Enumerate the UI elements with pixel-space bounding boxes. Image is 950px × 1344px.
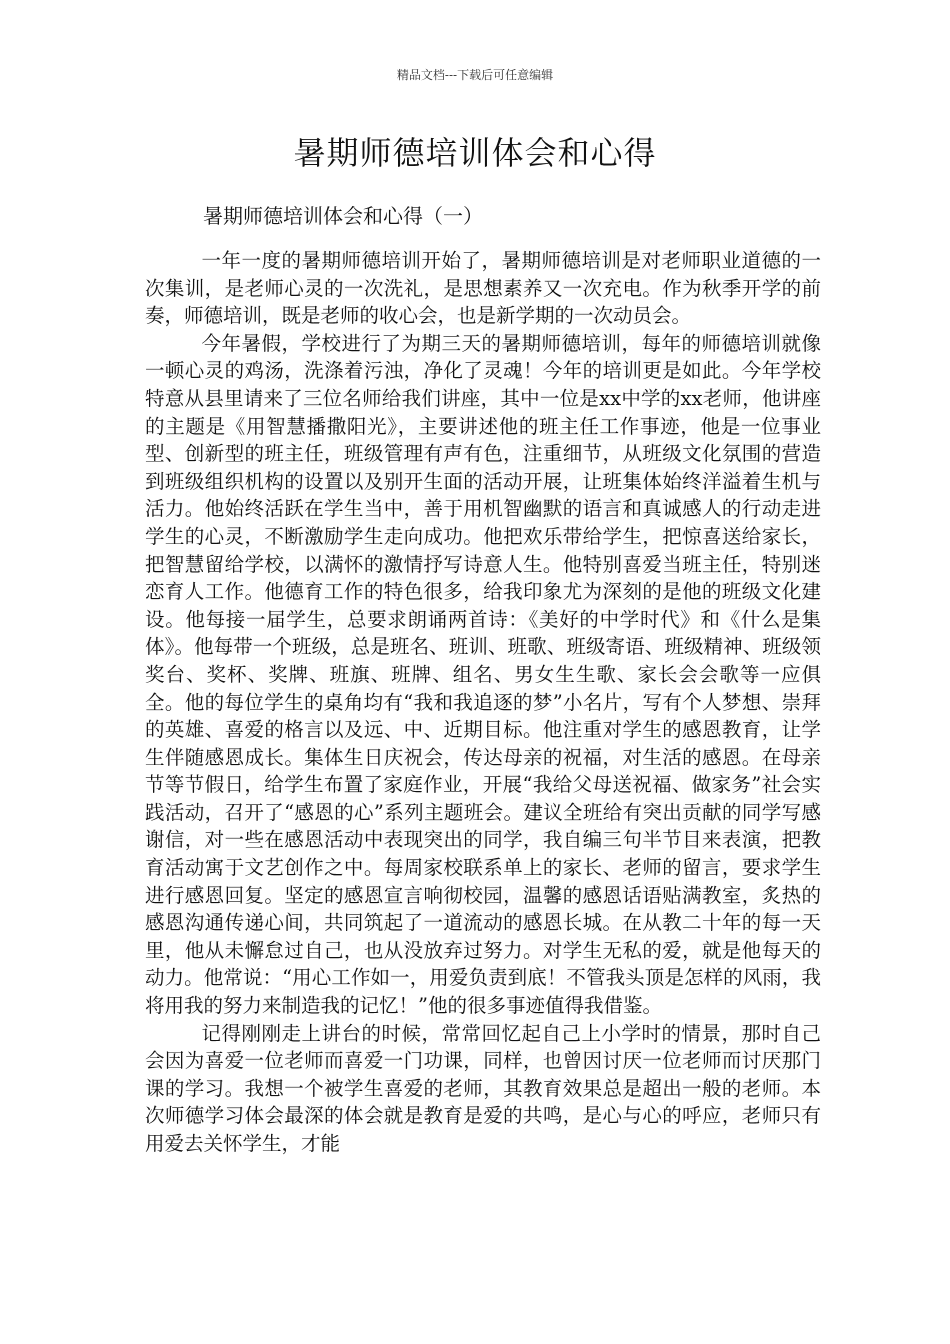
paragraph: 记得刚刚走上讲台的时候，常常回忆起自己上小学时的情景，那时自己会因为喜爱一位老师而喜爱一门功课，同样，也曾因讨厌一位老师而讨厌那门课的学习。我想一个被学生喜爱的老师，其教育效果总是超出一般的老师。本次师德学习体会最深的体会就是教育是爱的共鸣，是心与心的呼应，老师只有用爱去关怀学生，才能 bbox=[145, 1021, 821, 1155]
body-text bbox=[145, 247, 821, 1158]
document-title: 暑期师德培训体会和心得 bbox=[293, 134, 657, 172]
paragraph: 一年一度的暑期师德培训开始了，暑期师德培训是对老师职业道德的一次集训，是老师心灵的一次洗礼，是思想素养又一次充电。作为秋季开学的前奏，师德培训，既是老师的收心会，也是新学期的一次动员会。 bbox=[145, 249, 821, 328]
paragraph: 今年暑假，学校进行了为期三天的暑期师德培训，每年的师德培训就像一顿心灵的鸡汤，洗涤着污浊，净化了灵魂！今年的培训更是如此。今年学校特意从县里请来了三位名师给我们讲座，其中一位是xx中学的xx老师，他讲座的主题是《用智慧播撒阳光》，主要讲述他的班主任工作事迹，他是一位事业型、创新型的班主任，班级管理有声有色，注重细节，从班级文化氛围的营造到班级组织机构的设置以及别开生面的活动开展，让班集体始终洋溢着生机与活力。他始终活跃在学生当中，善于用机智幽默的语言和真诚感人的行动走进学生的心灵，不断激励学生走向成功。他把欢乐带给学生，把惊喜送给家长，把智慧留给学校，以满怀的激情抒写诗意人生。他特别喜爱当班主任，特别迷恋育人工作。他德育工作的特色很多，给我印象尤为深刻的是他的班级文化建设。他每接一届学生，总要求朗诵两首诗：《美好的中学时代》和《什么是集体》。他每带一个班级，总是班名、班训、班歌、班级寄语、班级精神、班级领奖台、奖杯、奖牌、班旗、班牌、组名、男女生生歌、家长会会歌等一应俱全。他的每位学生的桌角均有“我和我追逐的梦”小名片，写有个人梦想、崇拜的英雄、喜爱的格言以及远、中、近期目标。他注重对学生的感恩教育，让学生伴随感恩成长。集体生日庆祝会，传达母亲的祝福，对生活的感恩。在母亲节等节假日，给学生布置了家庭作业，开展“我给父母送祝福、做家务”社会实践活动，召开了“感恩的心”系列主题班会。建议全班给有突出贡献的同学写感谢信，对一些在感恩活动中表现突出的同学，我自编三句半节目来表演，把教育活动寓于文艺创作之中。每周家校联系单上的家长、老师的留言，要求学生进行感恩回复。坚定的感恩宣言响彻校园，温馨的感恩话语贴满教室，炙热的感恩沟通传递心间，共同筑起了一道流动的感恩长城。在从教二十年的每一天里，他从未懈怠过自己，也从没放弃过努力。对学生无私的爱，就是他每天的动力。他常说：“用心工作如一，用爱负责到底！不管我头顶是怎样的风雨，我将用我的努力来制造我的记忆！”他的很多事迹值得我借鉴。 bbox=[145, 331, 821, 1018]
section-title: 暑期师德培训体会和心得（一） bbox=[203, 204, 483, 228]
header-note: 精品文档---下载后可任意编辑 bbox=[396, 68, 554, 82]
